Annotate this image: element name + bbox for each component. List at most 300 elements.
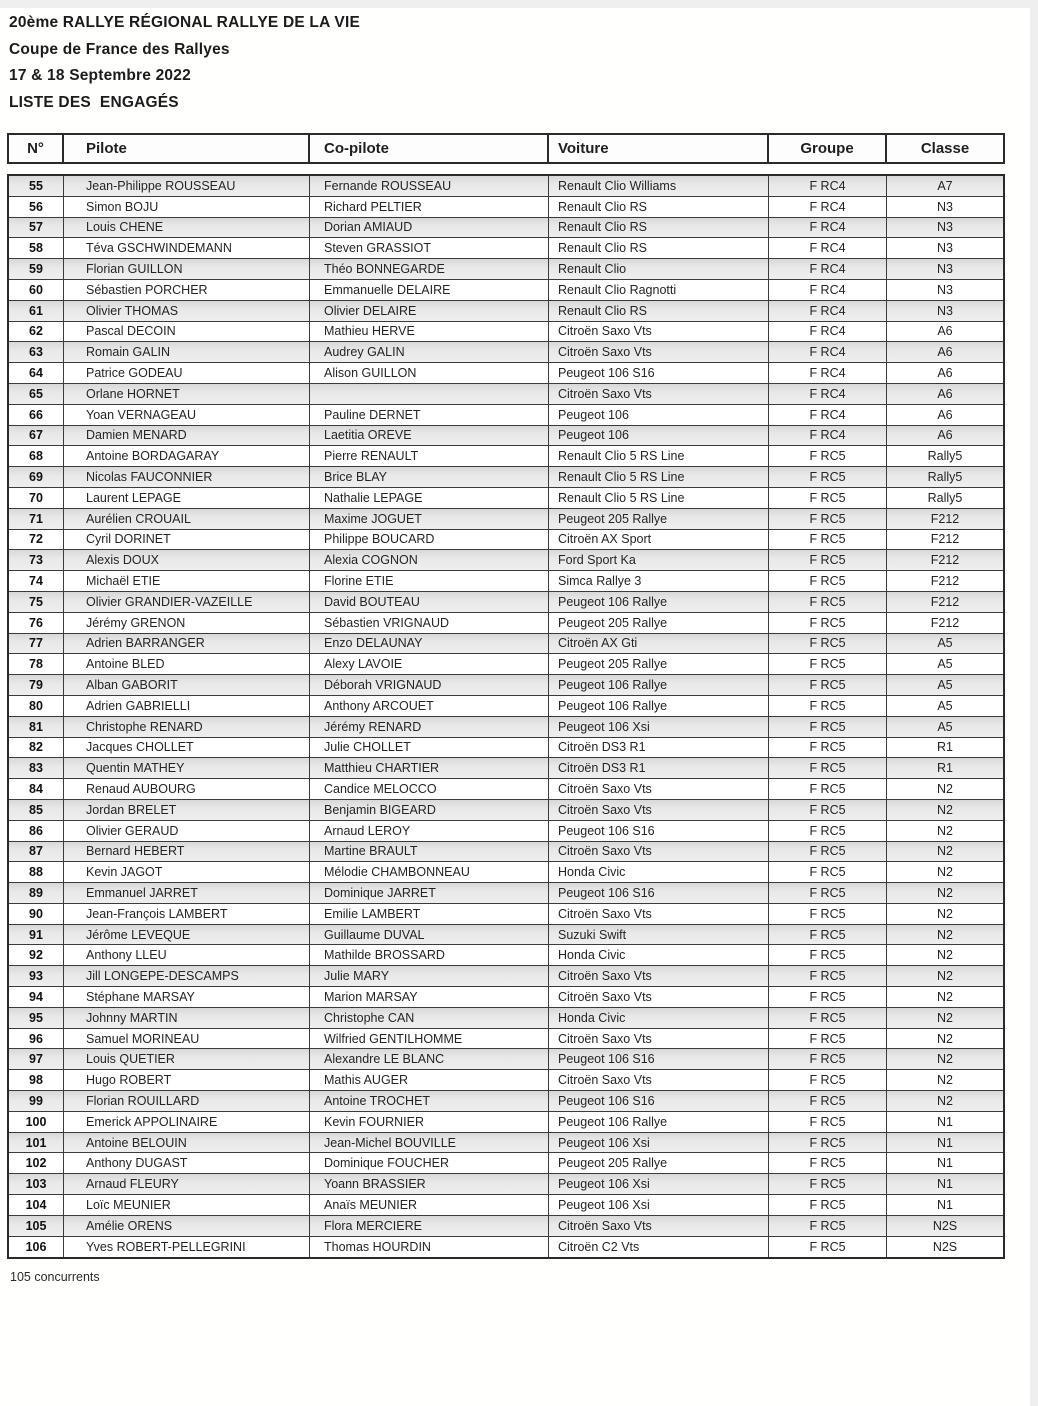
cell-num: 59 xyxy=(9,259,64,279)
cell-pilote: Michaël ETIE xyxy=(64,571,310,591)
cell-pilote: Simon BOJU xyxy=(64,197,310,217)
cell-groupe: F RC5 xyxy=(769,925,887,945)
cell-voiture: Citroën Saxo Vts xyxy=(549,904,769,924)
cell-groupe: F RC5 xyxy=(769,675,887,695)
cell-classe: A6 xyxy=(937,345,953,360)
event-series: Coupe de France des Rallyes xyxy=(9,40,230,58)
cell-num: 58 xyxy=(9,238,64,258)
cell-groupe: F RC5 xyxy=(769,1195,887,1215)
cell-num: 65 xyxy=(9,384,64,404)
cell-pilote: Yoan VERNAGEAU xyxy=(64,405,310,425)
cell-pilote: Christophe RENARD xyxy=(64,717,310,737)
cell-num: 100 xyxy=(9,1112,64,1132)
cell-groupe: F RC5 xyxy=(769,862,887,882)
cell-copilote: Anthony ARCOUET xyxy=(310,696,549,716)
cell-voiture: Citroën Saxo Vts xyxy=(549,1029,769,1049)
cell-copilote: Alexia COGNON xyxy=(310,550,549,570)
cell-copilote: Florine ETIE xyxy=(310,571,549,591)
cell-copilote: Jérémy RENARD xyxy=(310,717,549,737)
cell-groupe: F RC4 xyxy=(769,197,887,217)
cell-copilote: Thomas HOURDIN xyxy=(310,1237,549,1258)
cell-pilote: Nicolas FAUCONNIER xyxy=(64,467,310,487)
cell-voiture: Peugeot 106 Xsi xyxy=(549,1195,769,1215)
table-row xyxy=(9,322,1003,343)
table-row xyxy=(9,1029,1003,1050)
cell-voiture: Peugeot 106 Xsi xyxy=(549,717,769,737)
table-row xyxy=(9,758,1003,779)
cell-copilote: Antoine TROCHET xyxy=(310,1091,549,1111)
table-row xyxy=(9,1091,1003,1112)
cell-copilote: Yoann BRASSIER xyxy=(310,1174,549,1194)
cell-copilote: Mathis AUGER xyxy=(310,1070,549,1090)
cell-voiture: Peugeot 205 Rallye xyxy=(549,509,769,529)
table-row xyxy=(9,945,1003,966)
cell-copilote: Dominique FOUCHER xyxy=(310,1153,549,1173)
cell-classe: N2 xyxy=(937,989,953,1004)
table-header-row xyxy=(7,133,1005,164)
cell-groupe: F RC5 xyxy=(769,488,887,508)
cell-num: 56 xyxy=(9,197,64,217)
cell-copilote: Julie CHOLLET xyxy=(310,738,549,758)
table-row xyxy=(9,842,1003,863)
table-row xyxy=(9,197,1003,218)
cell-copilote: Flora MERCIERE xyxy=(310,1216,549,1236)
cell-voiture: Peugeot 106 xyxy=(549,426,769,446)
cell-voiture: Citroën Saxo Vts xyxy=(549,1216,769,1236)
cell-pilote: Bernard HEBERT xyxy=(64,842,310,862)
cell-groupe: F RC5 xyxy=(769,1112,887,1132)
cell-voiture: Peugeot 106 S16 xyxy=(549,1091,769,1111)
table-row xyxy=(9,1133,1003,1154)
cell-pilote: Jacques CHOLLET xyxy=(64,738,310,758)
table-row xyxy=(9,1153,1003,1174)
cell-voiture: Citroën Saxo Vts xyxy=(549,842,769,862)
cell-classe: N2 xyxy=(937,969,953,984)
cell-groupe: F RC5 xyxy=(769,904,887,924)
cell-groupe: F RC5 xyxy=(769,758,887,778)
cell-num: 69 xyxy=(9,467,64,487)
cell-groupe: F RC4 xyxy=(769,363,887,383)
cell-classe: N2 xyxy=(937,906,953,921)
cell-num: 87 xyxy=(9,842,64,862)
cell-num: 99 xyxy=(9,1091,64,1111)
cell-pilote: Emmanuel JARRET xyxy=(64,883,310,903)
table-row xyxy=(9,966,1003,987)
cell-voiture: Peugeot 106 S16 xyxy=(549,1049,769,1069)
cell-pilote: Orlane HORNET xyxy=(64,384,310,404)
cell-voiture: Honda Civic xyxy=(549,945,769,965)
cell-groupe: F RC4 xyxy=(769,176,887,196)
cell-voiture: Citroën Saxo Vts xyxy=(549,779,769,799)
cell-classe: A6 xyxy=(937,407,953,422)
cell-pilote: Antoine BORDAGARAY xyxy=(64,446,310,466)
cell-voiture: Peugeot 205 Rallye xyxy=(549,654,769,674)
table-row xyxy=(9,613,1003,634)
cell-copilote: Marion MARSAY xyxy=(310,987,549,1007)
column-header-pilote: Pilote xyxy=(64,135,310,162)
cell-groupe: F RC5 xyxy=(769,654,887,674)
cell-classe: N2 xyxy=(937,885,953,900)
cell-groupe: F RC5 xyxy=(769,613,887,633)
cell-classe: A6 xyxy=(937,324,953,339)
cell-num: 104 xyxy=(9,1195,64,1215)
cell-voiture: Citroën Saxo Vts xyxy=(549,966,769,986)
cell-voiture: Citroën DS3 R1 xyxy=(549,738,769,758)
cell-voiture: Citroën DS3 R1 xyxy=(549,758,769,778)
cell-num: 67 xyxy=(9,426,64,446)
cell-classe: R1 xyxy=(937,740,953,755)
cell-groupe: F RC5 xyxy=(769,821,887,841)
cell-num: 64 xyxy=(9,363,64,383)
cell-num: 95 xyxy=(9,1008,64,1028)
cell-voiture: Peugeot 106 Xsi xyxy=(549,1133,769,1153)
table-row xyxy=(9,509,1003,530)
cell-groupe: F RC5 xyxy=(769,592,887,612)
cell-pilote: Jordan BRELET xyxy=(64,800,310,820)
cell-copilote: Dominique JARRET xyxy=(310,883,549,903)
entrant-count: 105 concurrents xyxy=(10,1270,100,1284)
cell-voiture: Renault Clio RS xyxy=(549,197,769,217)
cell-num: 68 xyxy=(9,446,64,466)
cell-groupe: F RC5 xyxy=(769,1029,887,1049)
cell-num: 89 xyxy=(9,883,64,903)
cell-groupe: F RC5 xyxy=(769,1174,887,1194)
cell-num: 85 xyxy=(9,800,64,820)
cell-num: 98 xyxy=(9,1070,64,1090)
cell-copilote: Wilfried GENTILHOMME xyxy=(310,1029,549,1049)
cell-pilote: Jérôme LEVEQUE xyxy=(64,925,310,945)
table-row xyxy=(9,218,1003,239)
cell-num: 63 xyxy=(9,342,64,362)
event-title: 20ème RALLYE RÉGIONAL RALLYE DE LA VIE xyxy=(9,14,360,31)
table-row xyxy=(9,779,1003,800)
cell-pilote: Anthony DUGAST xyxy=(64,1153,310,1173)
cell-groupe: F RC5 xyxy=(769,883,887,903)
cell-classe: N2 xyxy=(937,844,953,859)
cell-voiture: Honda Civic xyxy=(549,1008,769,1028)
cell-num: 57 xyxy=(9,218,64,238)
cell-voiture: Peugeot 106 S16 xyxy=(549,883,769,903)
cell-pilote: Loïc MEUNIER xyxy=(64,1195,310,1215)
cell-groupe: F RC5 xyxy=(769,1133,887,1153)
cell-groupe: F RC5 xyxy=(769,571,887,591)
table-row xyxy=(9,800,1003,821)
cell-voiture: Citroën AX Sport xyxy=(549,530,769,550)
cell-groupe: F RC5 xyxy=(769,966,887,986)
cell-voiture: Peugeot 106 S16 xyxy=(549,363,769,383)
cell-voiture: Peugeot 106 Rallye xyxy=(549,1112,769,1132)
cell-classe: A5 xyxy=(937,657,953,672)
cell-num: 77 xyxy=(9,634,64,654)
table-row xyxy=(9,738,1003,759)
cell-groupe: F RC4 xyxy=(769,322,887,342)
cell-num: 83 xyxy=(9,758,64,778)
cell-num: 88 xyxy=(9,862,64,882)
cell-pilote: Renaud AUBOURG xyxy=(64,779,310,799)
cell-classe: F212 xyxy=(930,511,960,526)
table-row xyxy=(9,446,1003,467)
table-row xyxy=(9,363,1003,384)
table-row xyxy=(9,342,1003,363)
cell-voiture: Peugeot 106 S16 xyxy=(549,821,769,841)
cell-classe: A5 xyxy=(937,719,953,734)
cell-pilote: Olivier THOMAS xyxy=(64,301,310,321)
table-row xyxy=(9,654,1003,675)
cell-classe: N3 xyxy=(937,199,953,214)
cell-copilote: Philippe BOUCARD xyxy=(310,530,549,550)
table-row xyxy=(9,176,1003,197)
cell-pilote: Jérémy GRENON xyxy=(64,613,310,633)
cell-pilote: Quentin MATHEY xyxy=(64,758,310,778)
cell-groupe: F RC5 xyxy=(769,446,887,466)
cell-classe: N2S xyxy=(932,1218,958,1233)
column-header-num: N° xyxy=(9,135,64,162)
table-row xyxy=(9,238,1003,259)
cell-classe: N2 xyxy=(937,1093,953,1108)
table-row xyxy=(9,1008,1003,1029)
cell-classe: A6 xyxy=(937,386,953,401)
cell-copilote: Candice MELOCCO xyxy=(310,779,549,799)
cell-copilote: Benjamin BIGEARD xyxy=(310,800,549,820)
cell-pilote: Arnaud FLEURY xyxy=(64,1174,310,1194)
cell-voiture: Renault Clio RS xyxy=(549,301,769,321)
table-row xyxy=(9,1112,1003,1133)
cell-copilote: Martine BRAULT xyxy=(310,842,549,862)
cell-copilote: Kevin FOURNIER xyxy=(310,1112,549,1132)
cell-pilote: Aurélien CROUAIL xyxy=(64,509,310,529)
cell-classe: F212 xyxy=(930,615,960,630)
cell-copilote: Anaïs MEUNIER xyxy=(310,1195,549,1215)
cell-copilote: Fernande ROUSSEAU xyxy=(310,176,549,196)
cell-voiture: Peugeot 106 Rallye xyxy=(549,592,769,612)
document-page xyxy=(0,8,1030,1406)
cell-voiture: Citroën C2 Vts xyxy=(549,1237,769,1258)
cell-copilote: Christophe CAN xyxy=(310,1008,549,1028)
cell-num: 71 xyxy=(9,509,64,529)
cell-pilote: Samuel MORINEAU xyxy=(64,1029,310,1049)
cell-num: 75 xyxy=(9,592,64,612)
column-header-voiture: Voiture xyxy=(549,135,769,162)
cell-copilote: Alexandre LE BLANC xyxy=(310,1049,549,1069)
cell-pilote: Adrien GABRIELLI xyxy=(64,696,310,716)
cell-pilote: Laurent LEPAGE xyxy=(64,488,310,508)
cell-voiture: Renault Clio 5 RS Line xyxy=(549,467,769,487)
cell-voiture: Citroën Saxo Vts xyxy=(549,800,769,820)
cell-groupe: F RC5 xyxy=(769,696,887,716)
cell-pilote: Olivier GRANDIER-VAZEILLE xyxy=(64,592,310,612)
table-row xyxy=(9,675,1003,696)
cell-classe: N2 xyxy=(937,1031,953,1046)
cell-classe: N2 xyxy=(937,1073,953,1088)
cell-num: 92 xyxy=(9,945,64,965)
cell-pilote: Anthony LLEU xyxy=(64,945,310,965)
table-row xyxy=(9,405,1003,426)
cell-groupe: F RC5 xyxy=(769,1049,887,1069)
cell-voiture: Citroën Saxo Vts xyxy=(549,384,769,404)
cell-classe: Rally5 xyxy=(927,470,963,485)
cell-groupe: F RC5 xyxy=(769,467,887,487)
cell-copilote: Jean-Michel BOUVILLE xyxy=(310,1133,549,1153)
cell-num: 106 xyxy=(9,1237,64,1258)
cell-copilote: Steven GRASSIOT xyxy=(310,238,549,258)
cell-classe: N3 xyxy=(937,303,953,318)
cell-pilote: Florian GUILLON xyxy=(64,259,310,279)
cell-copilote: Audrey GALIN xyxy=(310,342,549,362)
cell-classe: N1 xyxy=(937,1156,953,1171)
cell-pilote: Romain GALIN xyxy=(64,342,310,362)
cell-classe: N1 xyxy=(937,1177,953,1192)
cell-pilote: Pascal DECOIN xyxy=(64,322,310,342)
cell-num: 105 xyxy=(9,1216,64,1236)
cell-copilote: Dorian AMIAUD xyxy=(310,218,549,238)
cell-copilote: Mélodie CHAMBONNEAU xyxy=(310,862,549,882)
cell-num: 103 xyxy=(9,1174,64,1194)
table-row xyxy=(9,821,1003,842)
cell-pilote: Louis CHENE xyxy=(64,218,310,238)
cell-classe: N1 xyxy=(937,1197,953,1212)
cell-voiture: Peugeot 205 Rallye xyxy=(549,1153,769,1173)
cell-num: 90 xyxy=(9,904,64,924)
cell-groupe: F RC4 xyxy=(769,259,887,279)
cell-voiture: Renault Clio xyxy=(549,259,769,279)
cell-copilote xyxy=(310,384,549,404)
cell-num: 86 xyxy=(9,821,64,841)
cell-classe: F212 xyxy=(930,532,960,547)
cell-num: 81 xyxy=(9,717,64,737)
table-row xyxy=(9,717,1003,738)
cell-pilote: Damien MENARD xyxy=(64,426,310,446)
cell-num: 80 xyxy=(9,696,64,716)
cell-voiture: Peugeot 106 Rallye xyxy=(549,696,769,716)
cell-classe: N1 xyxy=(937,1114,953,1129)
event-date: 17 & 18 Septembre 2022 xyxy=(9,67,191,84)
cell-classe: A5 xyxy=(937,678,953,693)
cell-groupe: F RC5 xyxy=(769,738,887,758)
table-row xyxy=(9,1174,1003,1195)
cell-groupe: F RC5 xyxy=(769,634,887,654)
cell-classe: N3 xyxy=(937,241,953,256)
cell-pilote: Johnny MARTIN xyxy=(64,1008,310,1028)
cell-copilote: Alexy LAVOIE xyxy=(310,654,549,674)
cell-classe: N2S xyxy=(932,1240,958,1255)
cell-pilote: Téva GSCHWINDEMANN xyxy=(64,238,310,258)
cell-pilote: Hugo ROBERT xyxy=(64,1070,310,1090)
cell-groupe: F RC5 xyxy=(769,1216,887,1236)
cell-voiture: Renault Clio Ragnotti xyxy=(549,280,769,300)
table-row xyxy=(9,904,1003,925)
cell-classe: N2 xyxy=(937,1010,953,1025)
cell-voiture: Suzuki Swift xyxy=(549,925,769,945)
cell-pilote: Kevin JAGOT xyxy=(64,862,310,882)
cell-groupe: F RC5 xyxy=(769,1153,887,1173)
cell-classe: N1 xyxy=(937,1135,953,1150)
cell-pilote: Olivier GERAUD xyxy=(64,821,310,841)
cell-voiture: Ford Sport Ka xyxy=(549,550,769,570)
cell-pilote: Adrien BARRANGER xyxy=(64,634,310,654)
cell-num: 97 xyxy=(9,1049,64,1069)
table-row xyxy=(9,634,1003,655)
cell-num: 78 xyxy=(9,654,64,674)
cell-num: 82 xyxy=(9,738,64,758)
entry-rows xyxy=(7,174,1005,1259)
cell-groupe: F RC5 xyxy=(769,987,887,1007)
cell-copilote: Mathilde BROSSARD xyxy=(310,945,549,965)
cell-copilote: Enzo DELAUNAY xyxy=(310,634,549,654)
cell-classe: N3 xyxy=(937,220,953,235)
cell-pilote: Louis QUETIER xyxy=(64,1049,310,1069)
cell-pilote: Jill LONGEPE-DESCAMPS xyxy=(64,966,310,986)
cell-classe: A6 xyxy=(937,428,953,443)
table-row xyxy=(9,280,1003,301)
cell-num: 102 xyxy=(9,1153,64,1173)
column-header-classe: Classe xyxy=(920,140,970,157)
cell-classe: A5 xyxy=(937,636,953,651)
cell-classe: N3 xyxy=(937,282,953,297)
cell-groupe: F RC5 xyxy=(769,509,887,529)
table-row xyxy=(9,696,1003,717)
cell-copilote: Pauline DERNET xyxy=(310,405,549,425)
cell-groupe: F RC5 xyxy=(769,800,887,820)
cell-groupe: F RC5 xyxy=(769,530,887,550)
cell-pilote: Sébastien PORCHER xyxy=(64,280,310,300)
table-row xyxy=(9,862,1003,883)
cell-pilote: Jean-Philippe ROUSSEAU xyxy=(64,176,310,196)
cell-classe: A6 xyxy=(937,366,953,381)
table-row xyxy=(9,1216,1003,1237)
cell-classe: N2 xyxy=(937,802,953,817)
cell-pilote: Emerick APPOLINAIRE xyxy=(64,1112,310,1132)
cell-num: 96 xyxy=(9,1029,64,1049)
table-row xyxy=(9,925,1003,946)
cell-classe: R1 xyxy=(937,761,953,776)
cell-classe: F212 xyxy=(930,594,960,609)
cell-voiture: Renault Clio 5 RS Line xyxy=(549,488,769,508)
cell-num: 101 xyxy=(9,1133,64,1153)
cell-classe: A7 xyxy=(937,178,953,193)
cell-classe: Rally5 xyxy=(927,449,963,464)
cell-groupe: F RC4 xyxy=(769,405,887,425)
cell-copilote: Nathalie LEPAGE xyxy=(310,488,549,508)
cell-num: 93 xyxy=(9,966,64,986)
cell-copilote: Emmanuelle DELAIRE xyxy=(310,280,549,300)
cell-groupe: F RC5 xyxy=(769,842,887,862)
cell-num: 94 xyxy=(9,987,64,1007)
cell-voiture: Renault Clio RS xyxy=(549,238,769,258)
cell-groupe: F RC4 xyxy=(769,384,887,404)
cell-num: 73 xyxy=(9,550,64,570)
cell-groupe: F RC5 xyxy=(769,1237,887,1258)
cell-voiture: Citroën AX Gti xyxy=(549,634,769,654)
cell-groupe: F RC5 xyxy=(769,1008,887,1028)
table-row xyxy=(9,426,1003,447)
cell-voiture: Peugeot 106 Rallye xyxy=(549,675,769,695)
cell-copilote: Richard PELTIER xyxy=(310,197,549,217)
cell-num: 66 xyxy=(9,405,64,425)
cell-classe: N2 xyxy=(937,782,953,796)
table-row xyxy=(9,1237,1003,1258)
table-row xyxy=(9,1070,1003,1091)
cell-num: 84 xyxy=(9,779,64,799)
cell-groupe: F RC4 xyxy=(769,280,887,300)
cell-pilote: Alban GABORIT xyxy=(64,675,310,695)
cell-groupe: F RC5 xyxy=(769,945,887,965)
cell-copilote: Matthieu CHARTIER xyxy=(310,758,549,778)
cell-pilote: Yves ROBERT-PELLEGRINI xyxy=(64,1237,310,1258)
cell-groupe: F RC4 xyxy=(769,218,887,238)
cell-groupe: F RC5 xyxy=(769,717,887,737)
cell-voiture: Citroën Saxo Vts xyxy=(549,322,769,342)
cell-voiture: Peugeot 106 Xsi xyxy=(549,1174,769,1194)
